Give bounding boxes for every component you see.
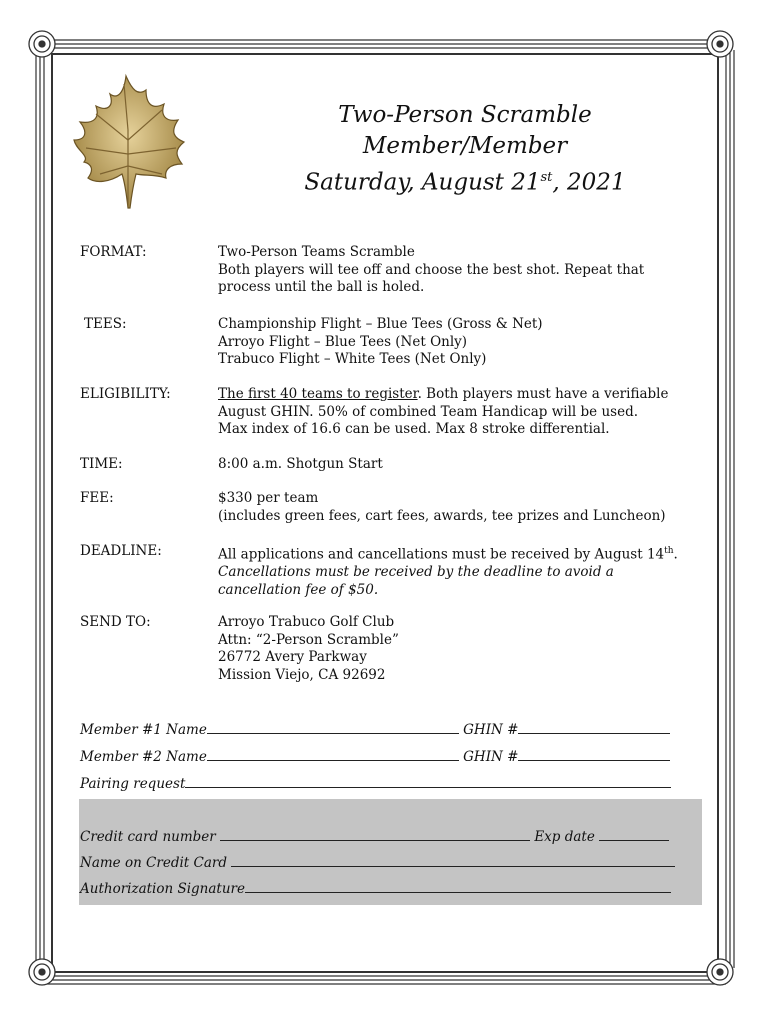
ornament-circle-icon [29, 31, 55, 57]
member1-ghin-field[interactable] [518, 719, 670, 734]
tees-label: TEES: [84, 316, 127, 332]
signature-field[interactable] [245, 878, 671, 893]
tees-line: Arroyo Flight – Blue Tees (Net Only) [218, 333, 468, 350]
cc-number-label: Credit card number [80, 829, 216, 845]
address-line: 26772 Avery Parkway [218, 649, 367, 665]
eligibility-line: Max index of 16.6 can be used. Max 8 stroke differential. [218, 421, 610, 437]
fee-label: FEE: [80, 490, 114, 506]
format-label: FORMAT: [80, 244, 147, 260]
cc-name-field[interactable] [231, 852, 675, 867]
fee-line: $330 per team [218, 490, 319, 506]
pairing-row [80, 773, 700, 792]
member1-label: Member #1 Name [80, 722, 207, 738]
tees-line: Trabuco Flight – White Tees (Net Only) [218, 351, 487, 367]
eligibility-line: August GHIN. 50% of combined Team Handicap will be used. [218, 403, 638, 420]
fee-line: (includes green fees, cart fees, awards, tee prizes and Luncheon) [218, 507, 666, 524]
pairing-request-field[interactable] [185, 773, 671, 788]
format-line: Both players will tee off and choose the best shot. Repeat that [218, 261, 645, 278]
title-line-1: Two-Person Scramble [338, 102, 592, 128]
exp-date-field[interactable] [599, 826, 669, 841]
address-line: Mission Viejo, CA 92692 [218, 666, 386, 683]
member2-label: Member #2 Name [80, 749, 207, 765]
member2-name-field[interactable] [207, 746, 459, 761]
member2-row [80, 746, 700, 765]
title-line-2: Member/Member [362, 133, 568, 159]
time-value: 8:00 a.m. Shotgun Start [218, 456, 383, 472]
member1-name-field[interactable] [207, 719, 459, 734]
deadline-line: Cancellations must be received by the deadline to avoid a [218, 564, 614, 580]
deadline-line: cancellation fee of $50. [218, 581, 379, 598]
format-line: Two-Person Teams Scramble [218, 244, 415, 260]
leaf-icon [66, 70, 190, 210]
document-title [250, 100, 680, 199]
time-label: TIME: [80, 456, 123, 472]
cc-number-row [80, 826, 700, 845]
deadline-line: All applications and cancellations must be received by August 14th. [218, 546, 678, 563]
eligibility-line: The first 40 teams to register. Both players must have a verifiable [218, 386, 669, 402]
pairing-label: Pairing request [80, 776, 186, 792]
member2-ghin-field[interactable] [518, 746, 670, 761]
exp-date-label: Exp date [534, 829, 595, 845]
format-line: process until the ball is holed. [218, 279, 425, 295]
ornament-circle-icon [707, 31, 733, 57]
eligibility-label: ELIGIBILITY: [80, 386, 171, 402]
deadline-label: DEADLINE: [80, 543, 162, 559]
ghin-label: GHIN # [463, 722, 519, 738]
address-line: Attn: “2-Person Scramble” [218, 631, 399, 648]
title-line-3: Saturday, August 21st, 2021 [304, 169, 626, 196]
tees-line: Championship Flight – Blue Tees (Gross & Net) [218, 316, 543, 332]
ornament-circle-icon [707, 959, 733, 985]
cc-name-label: Name on Credit Card [80, 855, 227, 871]
cc-name-row [80, 852, 700, 871]
member1-row [80, 719, 700, 738]
signature-label: Authorization Signature [80, 881, 245, 897]
cc-number-field[interactable] [220, 826, 530, 841]
ghin-label: GHIN # [463, 749, 519, 765]
signature-row [80, 878, 700, 897]
address-line: Arroyo Trabuco Golf Club [218, 614, 395, 630]
send-to-label: SEND TO: [80, 614, 151, 630]
ornament-circle-icon [29, 959, 55, 985]
